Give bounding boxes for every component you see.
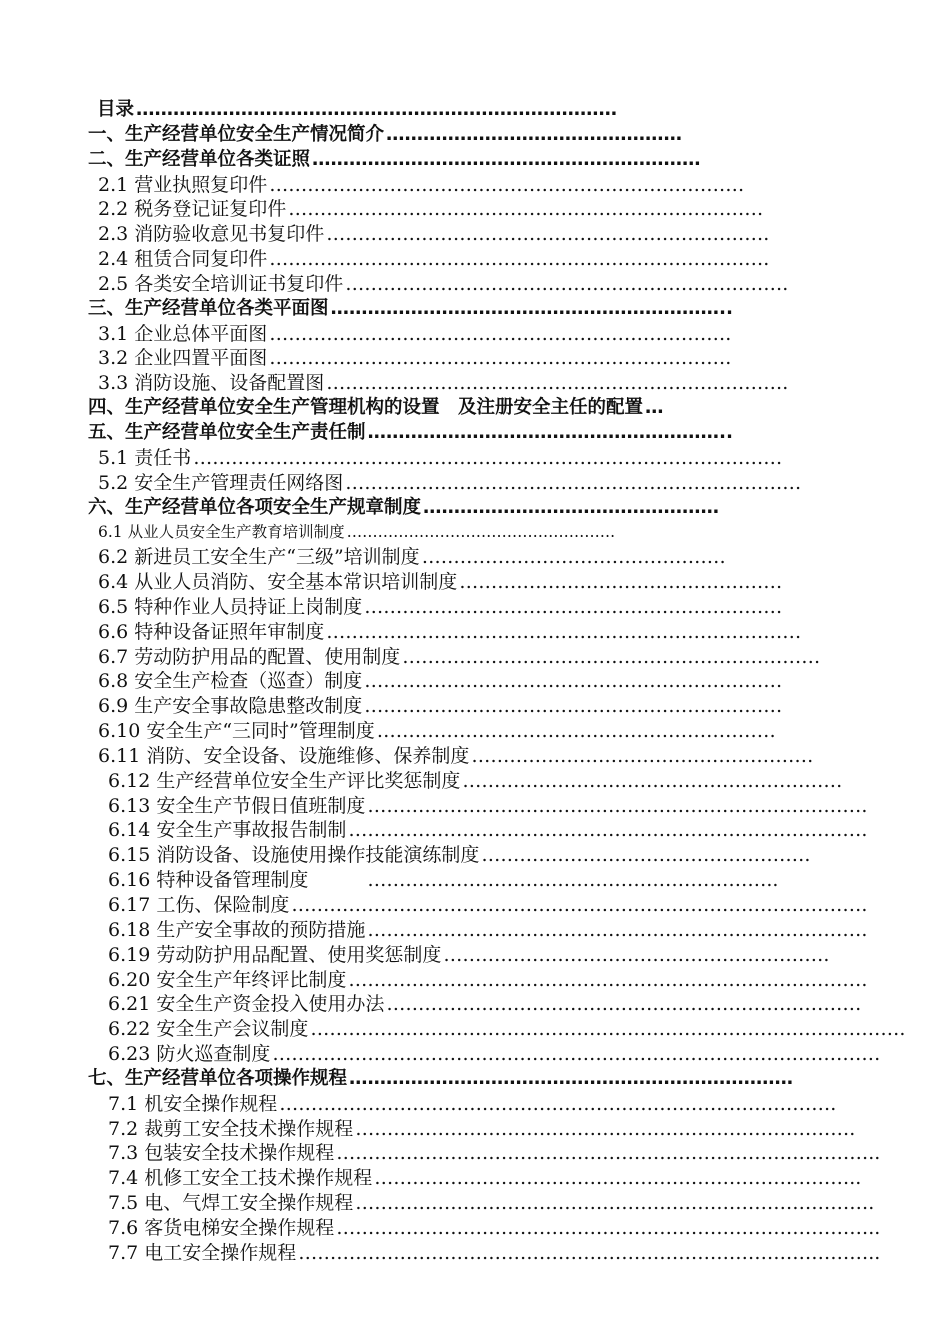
toc-entry — [0, 545, 950, 570]
toc-entry — [0, 968, 950, 993]
toc-entry-title: 6.18 生产安全事故的预防措施 — [108, 918, 366, 941]
toc-entry — [0, 794, 950, 819]
toc-entry-title: 目录 — [97, 99, 135, 120]
toc-entry-title: 二、生产经营单位各类证照 — [88, 148, 311, 170]
table-of-contents — [0, 98, 950, 1266]
toc-entry — [0, 222, 950, 247]
toc-dot-leader: ………………………………………………………………………….. — [336, 1216, 881, 1239]
toc-dot-leader: ……………………………………………. — [346, 523, 616, 542]
toc-dot-leader: ………………………………………………………………………. — [355, 1192, 875, 1215]
toc-entry-title: 7.7 电工安全操作规程 — [108, 1241, 297, 1264]
toc-entry — [0, 595, 950, 620]
toc-dot-leader: ……………………………………………………………………. — [367, 918, 868, 941]
toc-section-heading — [0, 496, 950, 521]
toc-dot-leader: ………………………………………………………………… — [326, 620, 802, 643]
toc-entry-title: 7.1 机安全操作规程 — [108, 1092, 278, 1115]
toc-entry — [0, 272, 950, 297]
toc-section-heading — [0, 421, 950, 446]
toc-entry-title: 3.1 企业总体平面图 — [98, 322, 268, 345]
toc-dot-leader: ……………………………………………………………………. — [269, 248, 770, 271]
toc-dot-leader: ………………………………………………….. — [367, 421, 734, 443]
toc-entry — [0, 446, 950, 471]
toc-entry-title: 6.17 工伤、保险制度 — [108, 894, 290, 916]
toc-entry-title: 2.2 税务登记证复印件 — [98, 198, 287, 221]
toc-dot-leader: ………………………………………………………………….. — [374, 1167, 862, 1190]
toc-entry-title: 五、生产经营单位安全生产责任制 — [88, 421, 366, 443]
toc-entry — [0, 1241, 950, 1266]
toc-dot-leader: …………………………………………………………………………………… — [272, 1043, 881, 1066]
toc-dot-leader: ………………………………………………………………… — [288, 198, 764, 221]
toc-dot-leader: ……………………………………………………………………………….. — [298, 1241, 881, 1264]
toc-entry-title: 6.15 消防设备、设施使用操作技能演练制度 — [108, 844, 480, 867]
toc-dot-leader: ………………………………………………………………………………. — [291, 894, 868, 916]
toc-entry — [0, 918, 950, 943]
toc-dot-leader: ………………………………………… — [386, 123, 683, 145]
toc-entry-title: 6.11 消防、安全设备、设施维修、保养制度 — [98, 744, 470, 767]
toc-dot-leader: ………………………………………… — [423, 496, 720, 518]
toc-entry-title: 四、生产经营单位安全生产管理机构的设置 及注册安全主任的配置 — [88, 397, 644, 419]
toc-dot-leader: ……………………………………………. — [481, 844, 811, 867]
toc-entry — [0, 943, 950, 968]
toc-entry-title: 6.10 安全生产“三同时”管理制度 — [98, 720, 375, 743]
toc-entry — [0, 1141, 950, 1166]
toc-entry-title: 6.7 劳动防护用品的配置、使用制度 — [98, 645, 401, 668]
toc-section-heading — [0, 148, 950, 173]
toc-entry-title: 6.21 安全生产资金投入使用办法 — [108, 993, 385, 1016]
toc-dot-leader: ………………………………………………………………………. — [348, 968, 868, 991]
toc-entry — [0, 1216, 950, 1241]
toc-entry-title: 6.23 防火巡查制度 — [108, 1043, 271, 1066]
toc-entry-title: 2.1 营业执照复印件 — [98, 173, 268, 196]
toc-entry-title: 7.2 裁剪工安全技术操作规程 — [108, 1117, 354, 1140]
toc-dot-leader: ………………………………………………………………. — [326, 372, 789, 395]
toc-entry — [0, 322, 950, 347]
toc-dot-leader: ……………………………………………………… — [376, 720, 776, 743]
toc-dot-leader: ………………………………………………………… — [364, 595, 783, 618]
toc-dot-leader: ……………………………………………………. — [443, 943, 830, 966]
toc-entry — [0, 694, 950, 719]
toc-dot-leader: ……………………………………………………….. — [330, 297, 734, 319]
toc-entry-title: 7.4 机修工安全工技术操作规程 — [108, 1167, 373, 1190]
toc-entry — [0, 818, 950, 843]
toc-dot-leader: ………………………………………………………………… — [386, 993, 862, 1016]
toc-dot-leader: ……………………………………………… — [471, 744, 814, 767]
toc-section-heading — [0, 297, 950, 322]
toc-entry-title: 6.1 从业人员安全生产教育培训制度 — [98, 523, 345, 542]
toc-entry-title: 6.16 特种设备管理制度 — [108, 869, 309, 892]
toc-entry — [0, 570, 950, 595]
toc-entry — [0, 1191, 950, 1216]
toc-entry-title: 7.6 客货电梯安全操作规程 — [108, 1216, 335, 1239]
toc-entry-title: 6.2 新进员工安全生产“三级”培训制度 — [98, 546, 420, 569]
toc-dot-leader: ……………………………………………………………………. — [367, 794, 868, 817]
toc-entry-title: 2.3 消防验收意见书复印件 — [98, 223, 325, 246]
toc-entry — [0, 520, 950, 545]
toc-entry — [0, 247, 950, 272]
toc-entry-title: 6.9 生产安全事故隐患整改制度 — [98, 695, 363, 718]
toc-dot-leader: ………………………………………………………………… — [269, 173, 745, 196]
toc-entry — [0, 1092, 950, 1117]
toc-dot-leader: ……………………………………………………………… — [349, 1067, 794, 1089]
toc-entry-title: 一、生产经营单位安全生产情况简介 — [88, 123, 385, 145]
toc-dot-leader: ……………………………………………………………………………. — [279, 1092, 837, 1115]
toc-dot-leader: ……………………………………………………… — [312, 148, 701, 170]
toc-entry-title: 6.6 特种设备证照年审制度 — [98, 620, 325, 643]
toc-entry-title: 七、生产经营单位各项操作规程 — [88, 1067, 348, 1089]
toc-entry-title: 6.19 劳动防护用品配置、使用奖惩制度 — [108, 943, 442, 966]
toc-dot-leader: ………………………………………………………………………….. — [336, 1142, 881, 1165]
toc-entry-title: 7.5 电、气焊工安全操作规程 — [108, 1192, 354, 1215]
toc-entry — [0, 645, 950, 670]
toc-entry-title: 6.20 安全生产年终评比制度 — [108, 968, 347, 991]
toc-dot-leader: ……………………………………………………………. — [326, 223, 770, 246]
toc-entry-title: 6.5 特种作业人员持证上岗制度 — [98, 595, 363, 618]
toc-dot-leader: ……………………………………………………….. — [310, 869, 779, 892]
toc-dot-leader: … — [645, 397, 664, 419]
toc-entry-title: 6.4 从业人员消防、安全基本常识培训制度 — [98, 571, 458, 594]
toc-entry-title: 5.2 安全生产管理责任网络图 — [98, 471, 344, 494]
toc-entry — [0, 992, 950, 1017]
toc-entry — [0, 371, 950, 396]
toc-entry — [0, 346, 950, 371]
toc-entry-title: 6.8 安全生产检查（巡查）制度 — [98, 670, 363, 693]
toc-entry-title: 3.2 企业四置平面图 — [98, 347, 268, 370]
toc-section-heading — [0, 98, 950, 123]
toc-entry — [0, 893, 950, 918]
toc-dot-leader: ………………………………………… — [421, 546, 726, 569]
toc-dot-leader: …………………………………………………………………………………. — [310, 1018, 906, 1041]
toc-entry — [0, 1166, 950, 1191]
toc-entry — [0, 471, 950, 496]
toc-entry-title: 三、生产经营单位各类平面图 — [88, 297, 329, 319]
toc-entry — [0, 719, 950, 744]
toc-dot-leader: ………………………………………………………………. — [269, 322, 732, 345]
toc-section-heading — [0, 1067, 950, 1092]
toc-entry-title: 5.1 责任书 — [98, 446, 192, 469]
toc-entry — [0, 1117, 950, 1142]
toc-entry — [0, 769, 950, 794]
toc-dot-leader: ………………………………………………………………………………… — [193, 446, 783, 469]
toc-entry-title: 6.14 安全生产事故报告制制 — [108, 819, 347, 842]
toc-dot-leader: ………………………………………………………… — [364, 695, 783, 718]
toc-entry — [0, 843, 950, 868]
toc-dot-leader: ………………………………………………………………. — [269, 347, 732, 370]
toc-dot-leader: ………………………………………………………… — [364, 670, 783, 693]
toc-dot-leader: ………………………………………………………… — [402, 645, 821, 668]
toc-entry-title: 3.3 消防设施、设备配置图 — [98, 372, 325, 395]
toc-dot-leader: ………………………………………………………………………. — [348, 819, 868, 842]
toc-entry — [0, 1042, 950, 1067]
toc-entry — [0, 173, 950, 198]
toc-entry — [0, 197, 950, 222]
toc-entry — [0, 868, 950, 893]
toc-entry-title: 6.22 安全生产会议制度 — [108, 1018, 309, 1041]
toc-entry-title: 6.12 生产经营单位安全生产评比奖惩制度 — [108, 769, 461, 792]
toc-entry — [0, 744, 950, 769]
toc-entry-title: 2.4 租赁合同复印件 — [98, 248, 268, 271]
toc-dot-leader: …………………………………………………………………… — [136, 99, 618, 120]
toc-dot-leader: ……………………………………………………………. — [345, 272, 789, 295]
toc-entry — [0, 1017, 950, 1042]
toc-section-heading — [0, 396, 950, 421]
toc-dot-leader: …………………………………………………… — [462, 769, 843, 792]
toc-entry-title: 六、生产经营单位各项安全生产规章制度 — [88, 496, 422, 518]
toc-entry — [0, 669, 950, 694]
toc-dot-leader: ……………………………………………………………… — [345, 471, 802, 494]
toc-entry — [0, 620, 950, 645]
toc-dot-leader: ……………………………………………………………………. — [355, 1117, 856, 1140]
toc-entry-title: 6.13 安全生产节假日值班制度 — [108, 794, 366, 817]
toc-dot-leader: …………………………………………… — [459, 571, 783, 594]
toc-entry-title: 7.3 包装安全技术操作规程 — [108, 1142, 335, 1165]
toc-section-heading — [0, 123, 950, 148]
toc-entry-title: 2.5 各类安全培训证书复印件 — [98, 272, 344, 295]
